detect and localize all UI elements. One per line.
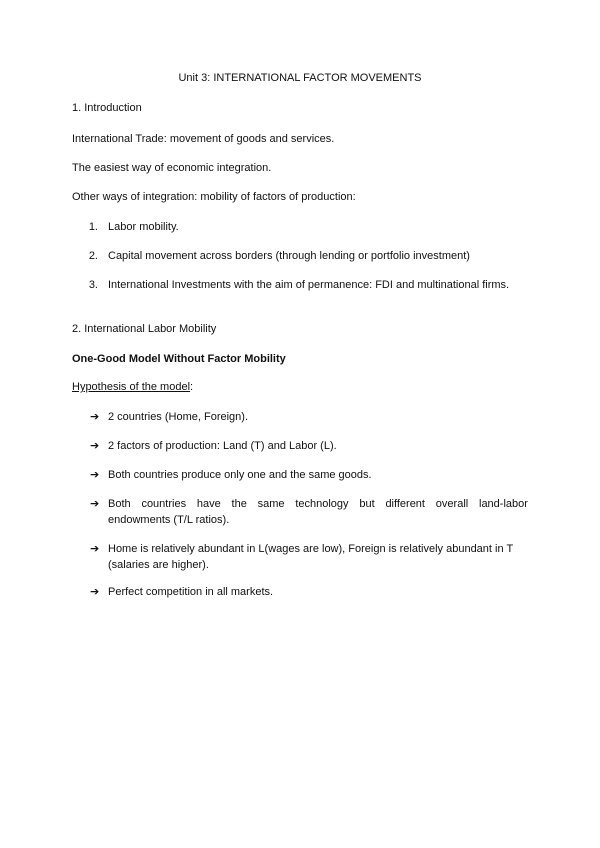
bullet-item: Perfect competition in all markets. (108, 586, 274, 598)
bullet-word: land-labor (479, 498, 528, 510)
paragraph-easiest-way: The easiest way of economic integration. (72, 162, 272, 174)
bullet-item (108, 497, 528, 511)
bullet-word: the (231, 498, 247, 510)
bullet-word: different (385, 498, 425, 510)
list-item: Capital movement across borders (through lending or portfolio investment) (108, 250, 470, 262)
bullet-item: 2 factors of production: Land (T) and Labor (L). (108, 440, 337, 452)
paragraph-international-trade: International Trade: movement of goods and services. (72, 133, 335, 145)
list-item: International Investments with the aim of permanence: FDI and multinational firms. (108, 279, 510, 291)
bullet-word: but (359, 498, 375, 510)
bullet-item-line (108, 497, 528, 511)
bullet-word: countries (141, 498, 187, 510)
arrow-bullet-icon: ➔ (90, 498, 100, 510)
section-heading-labor-mobility: 2. International Labor Mobility (72, 323, 217, 335)
bullet-item-continuation: endowments (T/L ratios). (108, 514, 230, 526)
arrow-bullet-icon: ➔ (90, 411, 100, 423)
paragraph-other-ways: Other ways of integration: mobility of factors of production: (72, 191, 356, 203)
arrow-bullet-icon: ➔ (90, 586, 100, 598)
bullet-item-continuation: (salaries are higher). (108, 559, 209, 571)
arrow-bullet-icon: ➔ (90, 469, 100, 481)
arrow-bullet-icon: ➔ (90, 440, 100, 452)
list-item-number: 2. (88, 250, 98, 262)
hypothesis-colon: : (190, 381, 194, 393)
bullet-word: have (196, 498, 221, 510)
bullet-item: Both countries produce only one and the same goods. (108, 469, 372, 481)
bullet-item: 2 countries (Home, Foreign). (108, 411, 248, 423)
list-item-number: 3. (88, 279, 98, 291)
arrow-bullet-icon: ➔ (90, 543, 100, 555)
section-heading-introduction: 1. Introduction (72, 102, 142, 114)
bullet-word: same (257, 498, 285, 510)
hypothesis-heading (72, 380, 193, 394)
bullet-word: overall (435, 498, 469, 510)
list-item-number: 1. (88, 221, 98, 233)
bullet-word: technology (295, 498, 349, 510)
list-item: Labor mobility. (108, 221, 179, 233)
hypothesis-label: Hypothesis of the model (72, 381, 191, 393)
model-title: One-Good Model Without Factor Mobility (72, 353, 286, 365)
bullet-word: Both (108, 498, 131, 510)
document-title: Unit 3: INTERNATIONAL FACTOR MOVEMENTS (178, 72, 422, 84)
bullet-item: Home is relatively abundant in L(wages are low), Foreign is relatively abundant in T (108, 543, 514, 555)
